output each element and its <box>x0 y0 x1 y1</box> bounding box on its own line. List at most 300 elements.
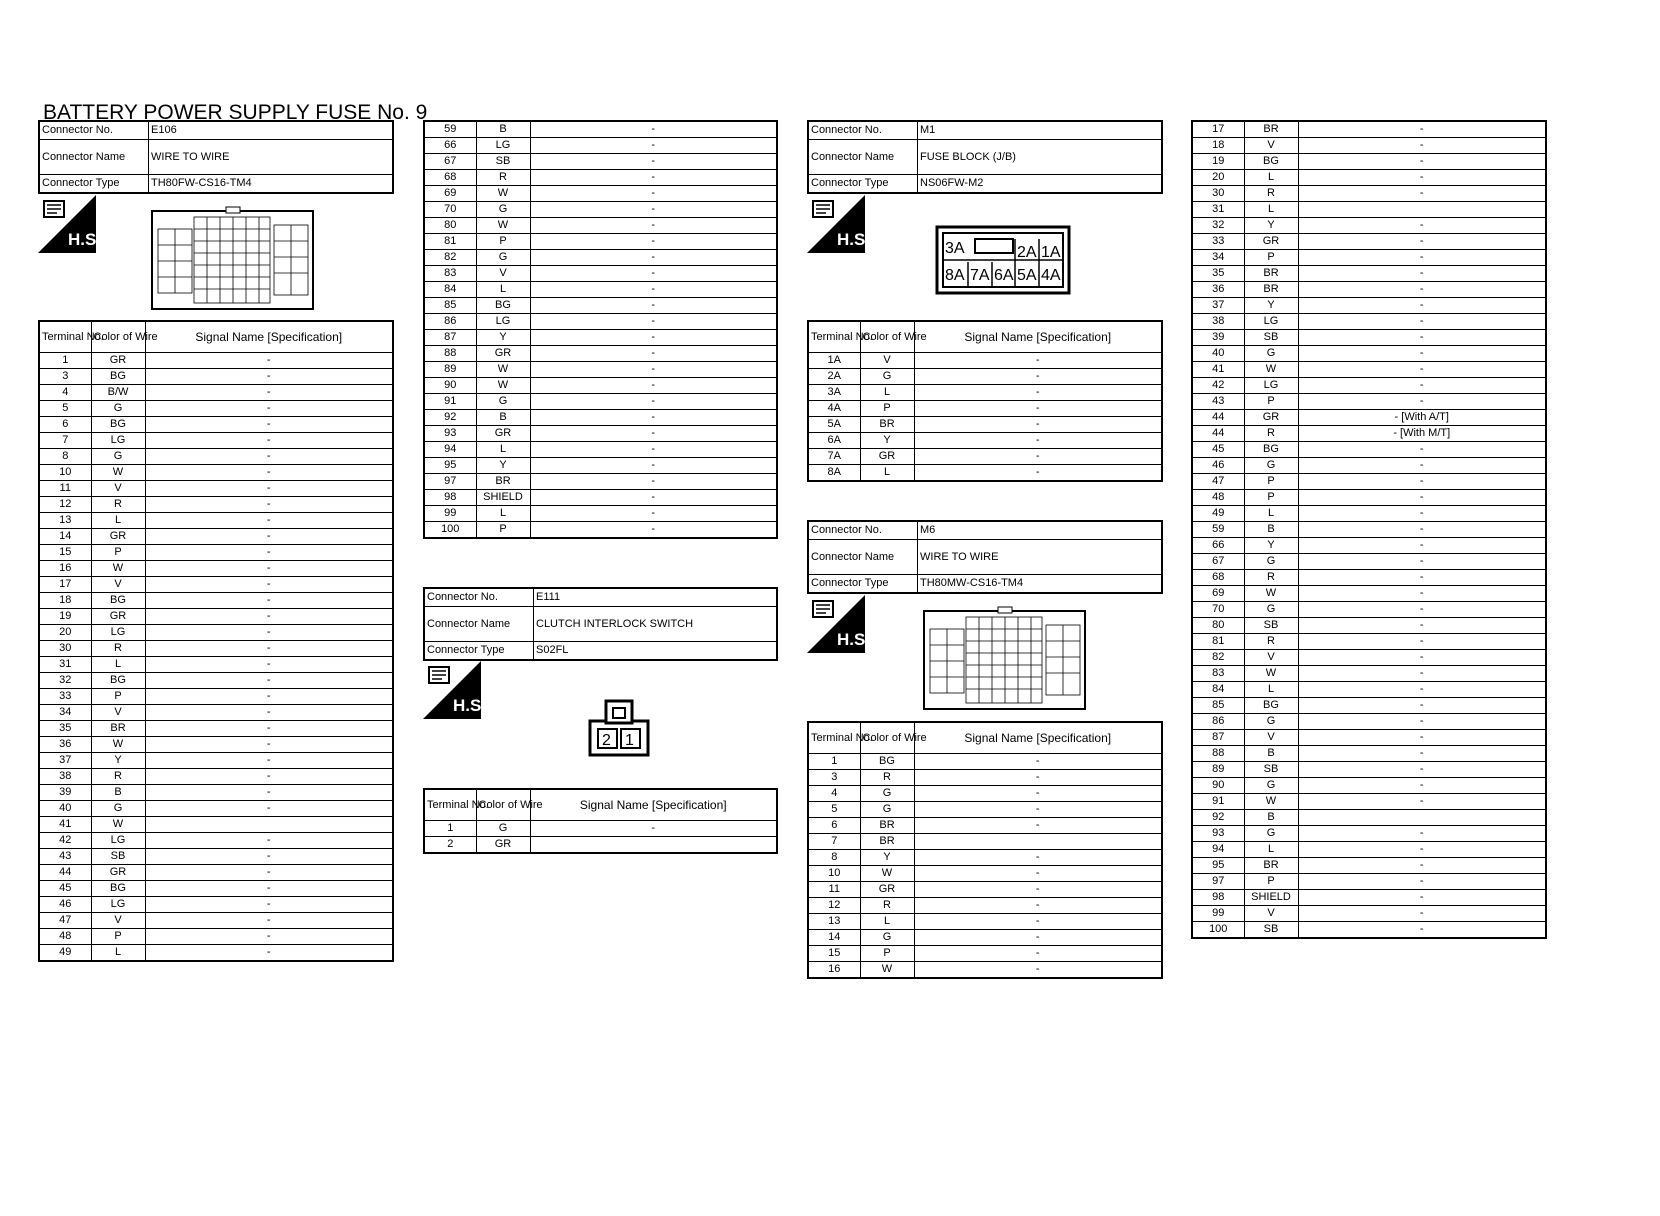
terminal-cell: 36 <box>1192 282 1244 298</box>
terminal-cell: 100 <box>1192 922 1244 939</box>
signal-cell: - <box>145 657 393 673</box>
terminal-cell: 10 <box>808 866 860 882</box>
table-row <box>1192 842 1546 858</box>
wire-color-cell: P <box>1244 474 1298 490</box>
signal-cell: - <box>145 593 393 609</box>
table-row <box>1192 730 1546 746</box>
terminal-cell: 68 <box>424 170 476 186</box>
table-row <box>39 577 393 593</box>
signal-cell: - <box>1298 522 1546 538</box>
signal-cell: - <box>530 282 777 298</box>
table-row <box>424 282 777 298</box>
terminal-cell: 37 <box>39 753 91 769</box>
terminal-cell: 4 <box>808 786 860 802</box>
signal-cell: - <box>1298 314 1546 330</box>
terminal-cell: 93 <box>424 426 476 442</box>
terminal-cell: 87 <box>424 330 476 346</box>
wire-color-cell: P <box>476 234 530 250</box>
wire-color-cell: BR <box>476 474 530 490</box>
wire-color-cell: SB <box>1244 330 1298 346</box>
signal-cell: - <box>530 522 777 539</box>
signal-cell: - <box>1298 346 1546 362</box>
wire-color-cell: V <box>91 481 145 497</box>
signal-cell: - <box>1298 554 1546 570</box>
wire-color-cell: BG <box>91 369 145 385</box>
wire-color-cell: Y <box>1244 298 1298 314</box>
table-row <box>424 202 777 218</box>
table-row <box>424 138 777 154</box>
wire-color-cell: G <box>860 802 914 818</box>
table-row <box>424 394 777 410</box>
table-row <box>1192 682 1546 698</box>
wire-color-cell: SB <box>91 849 145 865</box>
terminal-cell: 69 <box>424 186 476 202</box>
table-row <box>1192 794 1546 810</box>
terminal-cell: 40 <box>1192 346 1244 362</box>
table-row <box>808 818 1162 834</box>
table-row <box>1192 490 1546 506</box>
wire-color-cell: BG <box>860 754 914 770</box>
m1-info-table <box>807 120 1163 194</box>
terminal-cell: 70 <box>1192 602 1244 618</box>
terminal-cell: 34 <box>39 705 91 721</box>
table-row <box>39 497 393 513</box>
terminal-cell: 98 <box>424 490 476 506</box>
table-row <box>1192 202 1546 218</box>
signal-cell: - <box>530 821 777 837</box>
m1-pin-7a: 7A <box>970 267 990 284</box>
signal-cell: - <box>1298 746 1546 762</box>
signal-cell: - <box>914 449 1162 465</box>
terminal-cell: 31 <box>39 657 91 673</box>
signal-cell: - <box>145 561 393 577</box>
signal-cell: - <box>145 753 393 769</box>
table-row <box>808 866 1162 882</box>
terminal-cell: 38 <box>1192 314 1244 330</box>
signal-cell: - <box>1298 474 1546 490</box>
wire-color-cell: G <box>860 786 914 802</box>
wire-color-cell: P <box>1244 394 1298 410</box>
signal-cell: - <box>145 481 393 497</box>
signal-cell: - <box>530 234 777 250</box>
signal-cell: - <box>530 218 777 234</box>
table-row <box>424 506 777 522</box>
terminal-cell: 40 <box>39 801 91 817</box>
col-signal: Signal Name [Specification] <box>914 722 1162 754</box>
wire-color-cell: R <box>91 769 145 785</box>
m1-pin-5a: 5A <box>1017 267 1037 284</box>
signal-cell: - <box>530 458 777 474</box>
col-signal: Signal Name [Specification] <box>530 789 777 821</box>
table-row <box>1192 170 1546 186</box>
terminal-cell: 59 <box>424 121 476 138</box>
signal-cell: - <box>530 378 777 394</box>
table-row <box>808 930 1162 946</box>
terminal-cell: 14 <box>39 529 91 545</box>
wire-color-cell: L <box>476 282 530 298</box>
wire-color-cell: B <box>1244 746 1298 762</box>
table-row <box>1192 810 1546 826</box>
terminal-cell: 32 <box>1192 218 1244 234</box>
conn-type-label: Connector Type <box>39 175 149 194</box>
table-row <box>39 385 393 401</box>
signal-cell: - <box>145 849 393 865</box>
signal-cell: - <box>145 945 393 962</box>
table-row <box>39 865 393 881</box>
signal-cell: - <box>145 705 393 721</box>
table-row <box>424 186 777 202</box>
wire-color-cell: BR <box>1244 282 1298 298</box>
wire-color-cell: V <box>1244 650 1298 666</box>
signal-cell: - <box>914 850 1162 866</box>
table-row <box>1192 906 1546 922</box>
wire-color-cell: W <box>860 866 914 882</box>
terminal-cell: 83 <box>1192 666 1244 682</box>
conn-no-label: Connector No. <box>424 588 534 607</box>
terminal-cell: 69 <box>1192 586 1244 602</box>
wire-color-cell: V <box>91 705 145 721</box>
conn-no-label: Connector No. <box>39 121 149 140</box>
table-row <box>808 882 1162 898</box>
signal-cell: - <box>530 330 777 346</box>
wire-color-cell: P <box>860 401 914 417</box>
table-row <box>1192 234 1546 250</box>
table-row <box>1192 378 1546 394</box>
table-row <box>424 298 777 314</box>
table-row <box>1192 874 1546 890</box>
table-row <box>39 817 393 833</box>
signal-cell: - <box>914 802 1162 818</box>
terminal-cell: 6 <box>39 417 91 433</box>
terminal-cell: 86 <box>1192 714 1244 730</box>
table-row <box>1192 282 1546 298</box>
wire-color-cell: W <box>1244 666 1298 682</box>
signal-cell: - <box>145 401 393 417</box>
wire-color-cell: W <box>476 218 530 234</box>
wire-color-cell: R <box>1244 570 1298 586</box>
table-row <box>1192 250 1546 266</box>
wire-color-cell: BG <box>476 298 530 314</box>
wire-color-cell: Y <box>860 433 914 449</box>
wire-color-cell: L <box>1244 202 1298 218</box>
signal-cell: - <box>1298 602 1546 618</box>
m6-pin-table-cont <box>1191 120 1547 939</box>
signal-cell: - <box>145 689 393 705</box>
m1-pin-8a: 8A <box>945 267 965 284</box>
wire-color-cell: W <box>476 186 530 202</box>
signal-cell: - <box>145 881 393 897</box>
signal-cell: - <box>914 369 1162 385</box>
terminal-cell: 48 <box>39 929 91 945</box>
terminal-cell: 19 <box>1192 154 1244 170</box>
table-row <box>1192 538 1546 554</box>
terminal-cell: 46 <box>39 897 91 913</box>
table-row <box>39 689 393 705</box>
signal-cell: - <box>530 362 777 378</box>
wire-color-cell: W <box>476 362 530 378</box>
table-row <box>39 641 393 657</box>
col-terminal: Terminal No. <box>808 722 860 754</box>
table-row <box>808 898 1162 914</box>
table-row <box>39 561 393 577</box>
wire-color-cell: B/W <box>91 385 145 401</box>
signal-cell: - <box>1298 490 1546 506</box>
table-row <box>39 593 393 609</box>
wire-color-cell: LG <box>91 897 145 913</box>
wire-color-cell: W <box>860 962 914 979</box>
table-row <box>424 442 777 458</box>
wire-color-cell: BR <box>1244 266 1298 282</box>
table-row <box>1192 746 1546 762</box>
table-row <box>39 753 393 769</box>
wire-color-cell: R <box>1244 634 1298 650</box>
terminal-cell: 7A <box>808 449 860 465</box>
terminal-cell: 80 <box>1192 618 1244 634</box>
table-row <box>1192 426 1546 442</box>
signal-cell: - <box>530 298 777 314</box>
table-row <box>808 786 1162 802</box>
signal-cell: - <box>1298 282 1546 298</box>
e111-conn-type: S02FL <box>534 642 778 661</box>
wire-color-cell: R <box>860 898 914 914</box>
wire-color-cell: GR <box>860 882 914 898</box>
table-row <box>424 821 777 837</box>
wire-color-cell: B <box>476 121 530 138</box>
wire-color-cell: BR <box>860 417 914 433</box>
terminal-cell: 37 <box>1192 298 1244 314</box>
table-row <box>808 850 1162 866</box>
table-row <box>1192 570 1546 586</box>
wire-color-cell: GR <box>91 609 145 625</box>
signal-cell: - <box>914 786 1162 802</box>
terminal-cell: 66 <box>1192 538 1244 554</box>
signal-cell: - <box>530 490 777 506</box>
signal-cell: - <box>1298 378 1546 394</box>
table-row <box>39 625 393 641</box>
signal-cell: - <box>145 801 393 817</box>
signal-cell: - <box>145 497 393 513</box>
wire-color-cell: B <box>1244 810 1298 826</box>
terminal-cell: 94 <box>1192 842 1244 858</box>
wire-color-cell: LG <box>476 314 530 330</box>
wire-color-cell: L <box>1244 682 1298 698</box>
signal-cell: - <box>914 465 1162 482</box>
signal-cell: - <box>1298 698 1546 714</box>
signal-cell: - <box>530 410 777 426</box>
table-row <box>424 490 777 506</box>
wire-color-cell: G <box>476 202 530 218</box>
wire-color-cell: Y <box>476 330 530 346</box>
wire-color-cell: V <box>1244 138 1298 154</box>
wire-color-cell: G <box>91 449 145 465</box>
terminal-cell: 47 <box>1192 474 1244 490</box>
wire-color-cell: B <box>91 785 145 801</box>
signal-cell: - <box>145 449 393 465</box>
terminal-cell: 1A <box>808 353 860 369</box>
wire-color-cell: V <box>91 913 145 929</box>
table-row <box>39 657 393 673</box>
terminal-cell: 88 <box>1192 746 1244 762</box>
signal-cell: - <box>1298 762 1546 778</box>
hs-badge-icon <box>423 661 487 719</box>
terminal-cell: 6 <box>808 818 860 834</box>
conn-name-label: Connector Name <box>424 607 534 642</box>
wire-color-cell: W <box>1244 362 1298 378</box>
m6-connector-face-icon <box>922 607 1087 713</box>
table-row <box>1192 474 1546 490</box>
terminal-cell: 85 <box>1192 698 1244 714</box>
terminal-cell: 43 <box>39 849 91 865</box>
signal-cell: - <box>530 186 777 202</box>
m1-connector-face-icon <box>935 225 1071 295</box>
signal-cell: - <box>1298 650 1546 666</box>
table-row <box>39 609 393 625</box>
terminal-cell: 92 <box>424 410 476 426</box>
signal-cell: - <box>1298 794 1546 810</box>
wire-color-cell: G <box>91 801 145 817</box>
table-row <box>424 362 777 378</box>
signal-cell: - <box>1298 922 1546 939</box>
signal-cell: - <box>530 442 777 458</box>
col-color: Color of Wire <box>476 789 530 821</box>
terminal-cell: 20 <box>1192 170 1244 186</box>
table-row <box>1192 154 1546 170</box>
signal-cell: - <box>145 465 393 481</box>
e106-conn-no: E106 <box>149 121 394 140</box>
signal-cell: - <box>145 513 393 529</box>
terminal-cell: 49 <box>39 945 91 962</box>
m6-conn-name: WIRE TO WIRE <box>918 540 1163 575</box>
m1-conn-name: FUSE BLOCK (J/B) <box>918 140 1163 175</box>
conn-type-label: Connector Type <box>808 175 918 194</box>
conn-name-label: Connector Name <box>39 140 149 175</box>
table-row <box>808 449 1162 465</box>
terminal-cell: 39 <box>39 785 91 801</box>
wire-color-cell: BG <box>91 417 145 433</box>
terminal-cell: 36 <box>39 737 91 753</box>
signal-cell: - <box>1298 538 1546 554</box>
table-row <box>1192 218 1546 234</box>
signal-cell: - <box>530 474 777 490</box>
wire-color-cell: BG <box>91 593 145 609</box>
conn-type-label: Connector Type <box>808 575 918 594</box>
terminal-cell: 16 <box>39 561 91 577</box>
wire-color-cell: G <box>476 394 530 410</box>
wire-color-cell: B <box>1244 522 1298 538</box>
wire-color-cell: BR <box>1244 858 1298 874</box>
signal-cell: - <box>530 250 777 266</box>
terminal-cell: 5A <box>808 417 860 433</box>
wire-color-cell: R <box>91 641 145 657</box>
wire-color-cell: W <box>476 378 530 394</box>
table-row <box>1192 138 1546 154</box>
signal-cell: - <box>1298 906 1546 922</box>
wire-color-cell: P <box>91 929 145 945</box>
col-signal: Signal Name [Specification] <box>914 321 1162 353</box>
signal-cell: - <box>914 353 1162 369</box>
signal-cell: - <box>1298 570 1546 586</box>
wire-color-cell: V <box>91 577 145 593</box>
table-row <box>1192 890 1546 906</box>
signal-cell: - <box>1298 666 1546 682</box>
signal-cell: - <box>145 737 393 753</box>
table-row <box>1192 410 1546 426</box>
signal-cell: - <box>530 202 777 218</box>
e106-info-table <box>38 120 394 194</box>
table-row <box>39 529 393 545</box>
table-row <box>39 433 393 449</box>
signal-cell: - <box>914 946 1162 962</box>
terminal-cell: 8A <box>808 465 860 482</box>
terminal-cell: 98 <box>1192 890 1244 906</box>
terminal-cell: 82 <box>1192 650 1244 666</box>
table-row <box>1192 362 1546 378</box>
table-row <box>1192 266 1546 282</box>
table-row <box>424 218 777 234</box>
table-row <box>1192 506 1546 522</box>
terminal-cell: 1 <box>39 353 91 369</box>
terminal-cell: 11 <box>39 481 91 497</box>
table-row <box>424 266 777 282</box>
terminal-cell: 44 <box>1192 426 1244 442</box>
table-row <box>1192 298 1546 314</box>
e111-pin-table <box>423 788 778 854</box>
terminal-cell: 44 <box>39 865 91 881</box>
signal-cell: - <box>530 314 777 330</box>
m1-pin-table <box>807 320 1163 482</box>
terminal-cell: 94 <box>424 442 476 458</box>
signal-cell: - <box>145 913 393 929</box>
table-row <box>1192 666 1546 682</box>
col-terminal: Terminal No. <box>39 321 91 353</box>
table-row <box>39 673 393 689</box>
signal-cell: - <box>914 962 1162 979</box>
wire-color-cell: L <box>860 385 914 401</box>
signal-cell: - <box>145 785 393 801</box>
table-row <box>39 705 393 721</box>
terminal-cell: 31 <box>1192 202 1244 218</box>
terminal-cell: 67 <box>424 154 476 170</box>
conn-no-label: Connector No. <box>808 521 918 540</box>
wire-color-cell: P <box>860 946 914 962</box>
hs-badge-text: H.S. <box>68 230 102 249</box>
table-row <box>39 913 393 929</box>
table-row <box>424 154 777 170</box>
terminal-cell: 2 <box>424 837 476 854</box>
terminal-cell: 8 <box>808 850 860 866</box>
signal-cell: - <box>145 545 393 561</box>
terminal-cell: 7 <box>808 834 860 850</box>
wire-color-cell: BG <box>1244 154 1298 170</box>
wire-color-cell: G <box>476 250 530 266</box>
e111-conn-name: CLUTCH INTERLOCK SWITCH <box>534 607 778 642</box>
wire-color-cell: L <box>860 465 914 482</box>
terminal-cell: 100 <box>424 522 476 539</box>
e111-conn-no: E111 <box>534 588 778 607</box>
signal-cell: - <box>914 433 1162 449</box>
table-row <box>1192 522 1546 538</box>
col-color: Color of Wire <box>860 722 914 754</box>
table-row <box>424 234 777 250</box>
terminal-cell: 16 <box>808 962 860 979</box>
signal-cell <box>530 837 777 854</box>
signal-cell <box>145 817 393 833</box>
terminal-cell: 91 <box>1192 794 1244 810</box>
wire-color-cell: SHIELD <box>476 490 530 506</box>
table-row <box>39 369 393 385</box>
table-row <box>39 881 393 897</box>
col-color: Color of Wire <box>91 321 145 353</box>
